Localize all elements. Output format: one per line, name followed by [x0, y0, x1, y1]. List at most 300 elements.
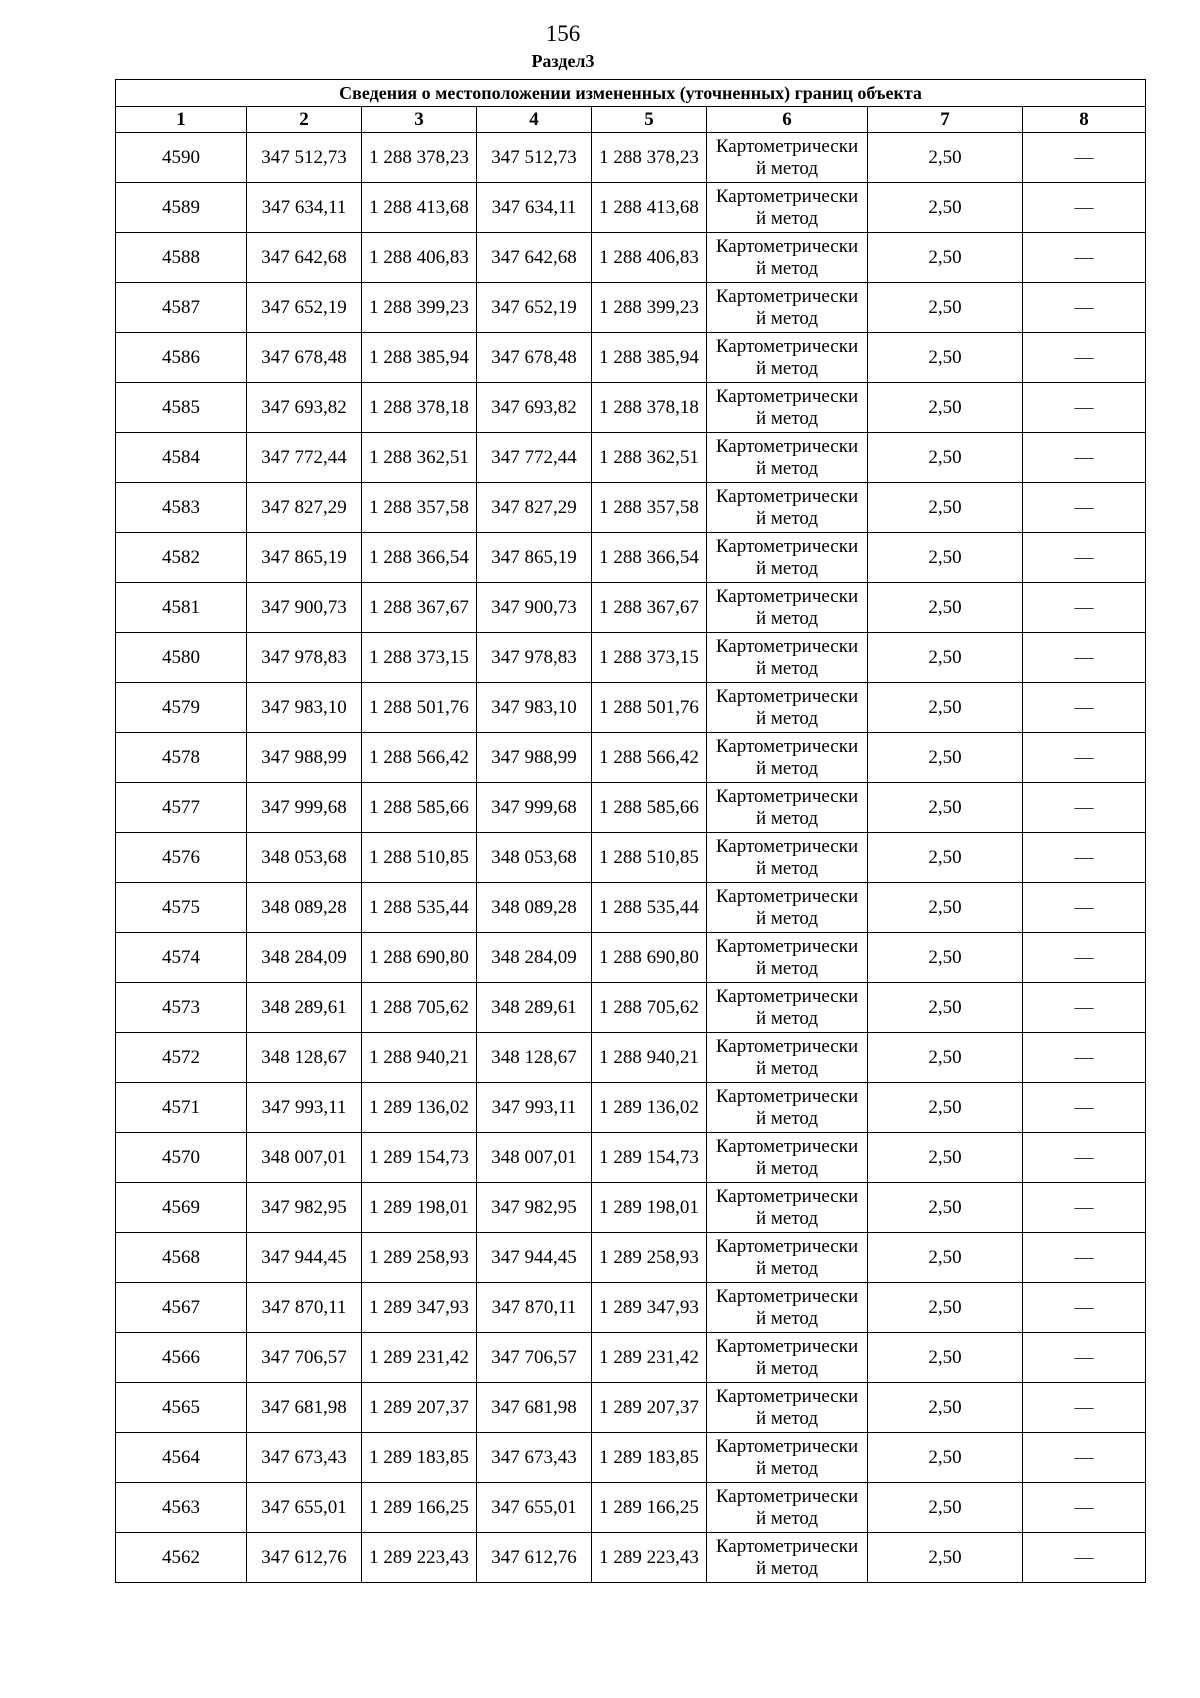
method-line-2: й метод	[755, 1257, 819, 1279]
cell-c7: 2,50	[868, 533, 1023, 583]
method-cell	[707, 1333, 868, 1383]
cell-c8: —	[1023, 1283, 1146, 1333]
cell-c5: 1 288 690,80	[592, 933, 707, 983]
cell-c8: —	[1023, 1533, 1146, 1583]
cell-c1: 4583	[116, 483, 247, 533]
method-line-1: Картометрически	[715, 385, 859, 407]
cell-c5: 1 288 378,23	[592, 133, 707, 183]
table-row	[116, 1483, 1146, 1533]
method-line-1: Картометрически	[715, 1535, 859, 1557]
table-row	[116, 783, 1146, 833]
method-line-1: Картометрически	[715, 1385, 859, 1407]
cell-c5: 1 288 705,62	[592, 983, 707, 1033]
cell-c3: 1 288 406,83	[362, 233, 477, 283]
cell-c7: 2,50	[868, 1383, 1023, 1433]
method-cell	[707, 1033, 868, 1083]
method-line-1: Картометрически	[715, 285, 859, 307]
method-cell	[707, 1433, 868, 1483]
cell-c8: —	[1023, 333, 1146, 383]
cell-c1: 4570	[116, 1133, 247, 1183]
table-row	[116, 483, 1146, 533]
table-row	[116, 1233, 1146, 1283]
cell-c7: 2,50	[868, 1233, 1023, 1283]
cell-c4: 347 865,19	[477, 533, 592, 583]
table-row	[116, 1183, 1146, 1233]
cell-c1: 4580	[116, 633, 247, 683]
cell-c4: 347 999,68	[477, 783, 592, 833]
cell-c2: 348 128,67	[247, 1033, 362, 1083]
cell-c5: 1 288 385,94	[592, 333, 707, 383]
cell-c4: 347 673,43	[477, 1433, 592, 1483]
cell-c2: 347 900,73	[247, 583, 362, 633]
cell-c7: 2,50	[868, 683, 1023, 733]
table-row	[116, 1033, 1146, 1083]
method-cell	[707, 1383, 868, 1433]
cell-c1: 4564	[116, 1433, 247, 1483]
cell-c3: 1 288 510,85	[362, 833, 477, 883]
method-cell	[707, 483, 868, 533]
method-line-2: й метод	[755, 207, 819, 229]
cell-c1: 4588	[116, 233, 247, 283]
table-row	[116, 183, 1146, 233]
cell-c4: 348 128,67	[477, 1033, 592, 1083]
method-cell	[707, 333, 868, 383]
method-line-2: й метод	[755, 457, 819, 479]
cell-c2: 347 642,68	[247, 233, 362, 283]
method-line-1: Картометрически	[715, 1485, 859, 1507]
cell-c4: 347 900,73	[477, 583, 592, 633]
cell-c7: 2,50	[868, 883, 1023, 933]
cell-c7: 2,50	[868, 833, 1023, 883]
method-line-2: й метод	[755, 507, 819, 529]
method-line-1: Картометрически	[715, 835, 859, 857]
cell-c2: 347 673,43	[247, 1433, 362, 1483]
cell-c8: —	[1023, 1333, 1146, 1383]
method-line-1: Картометрически	[715, 785, 859, 807]
cell-c4: 347 634,11	[477, 183, 592, 233]
method-line-2: й метод	[755, 957, 819, 979]
cell-c3: 1 288 585,66	[362, 783, 477, 833]
method-cell	[707, 233, 868, 283]
cell-c8: —	[1023, 733, 1146, 783]
cell-c2: 347 693,82	[247, 383, 362, 433]
method-cell	[707, 833, 868, 883]
cell-c2: 347 652,19	[247, 283, 362, 333]
cell-c3: 1 289 223,43	[362, 1533, 477, 1583]
cell-c3: 1 289 231,42	[362, 1333, 477, 1383]
cell-c3: 1 288 535,44	[362, 883, 477, 933]
cell-c4: 347 678,48	[477, 333, 592, 383]
cell-c8: —	[1023, 1433, 1146, 1483]
method-cell	[707, 383, 868, 433]
cell-c1: 4562	[116, 1533, 247, 1583]
cell-c3: 1 288 705,62	[362, 983, 477, 1033]
cell-c5: 1 288 535,44	[592, 883, 707, 933]
table-row	[116, 133, 1146, 183]
boundary-coordinates-table	[115, 79, 1146, 1583]
cell-c8: —	[1023, 383, 1146, 433]
cell-c1: 4568	[116, 1233, 247, 1283]
cell-c4: 347 772,44	[477, 433, 592, 483]
method-line-1: Картометрически	[715, 1435, 859, 1457]
cell-c5: 1 289 207,37	[592, 1383, 707, 1433]
cell-c2: 348 289,61	[247, 983, 362, 1033]
cell-c3: 1 289 258,93	[362, 1233, 477, 1283]
method-line-1: Картометрически	[715, 885, 859, 907]
cell-c3: 1 288 501,76	[362, 683, 477, 733]
cell-c5: 1 288 357,58	[592, 483, 707, 533]
cell-c5: 1 289 347,93	[592, 1283, 707, 1333]
cell-c2: 347 982,95	[247, 1183, 362, 1233]
cell-c5: 1 288 399,23	[592, 283, 707, 333]
column-number: 7	[868, 107, 1023, 133]
column-number-row	[116, 107, 1146, 133]
cell-c4: 347 983,10	[477, 683, 592, 733]
cell-c2: 348 089,28	[247, 883, 362, 933]
cell-c5: 1 288 366,54	[592, 533, 707, 583]
cell-c5: 1 288 362,51	[592, 433, 707, 483]
cell-c3: 1 288 362,51	[362, 433, 477, 483]
cell-c7: 2,50	[868, 583, 1023, 633]
method-line-2: й метод	[755, 807, 819, 829]
method-line-1: Картометрически	[715, 485, 859, 507]
cell-c1: 4573	[116, 983, 247, 1033]
table-caption-row	[116, 80, 1146, 107]
cell-c7: 2,50	[868, 133, 1023, 183]
cell-c1: 4586	[116, 333, 247, 383]
cell-c2: 347 655,01	[247, 1483, 362, 1533]
method-line-1: Картометрически	[715, 935, 859, 957]
cell-c7: 2,50	[868, 183, 1023, 233]
method-line-2: й метод	[755, 157, 819, 179]
cell-c4: 347 870,11	[477, 1283, 592, 1333]
cell-c1: 4569	[116, 1183, 247, 1233]
cell-c1: 4589	[116, 183, 247, 233]
table-row	[116, 683, 1146, 733]
cell-c5: 1 288 378,18	[592, 383, 707, 433]
cell-c7: 2,50	[868, 433, 1023, 483]
cell-c1: 4565	[116, 1383, 247, 1433]
method-cell	[707, 683, 868, 733]
cell-c1: 4587	[116, 283, 247, 333]
cell-c5: 1 288 413,68	[592, 183, 707, 233]
method-line-2: й метод	[755, 1207, 819, 1229]
table-row	[116, 1283, 1146, 1333]
cell-c7: 2,50	[868, 1483, 1023, 1533]
method-line-2: й метод	[755, 407, 819, 429]
cell-c5: 1 288 406,83	[592, 233, 707, 283]
table-row	[116, 1433, 1146, 1483]
cell-c4: 347 993,11	[477, 1083, 592, 1133]
cell-c7: 2,50	[868, 333, 1023, 383]
method-line-2: й метод	[755, 1157, 819, 1179]
cell-c3: 1 289 198,01	[362, 1183, 477, 1233]
cell-c4: 347 988,99	[477, 733, 592, 783]
cell-c1: 4585	[116, 383, 247, 433]
cell-c2: 348 007,01	[247, 1133, 362, 1183]
cell-c8: —	[1023, 933, 1146, 983]
cell-c4: 347 642,68	[477, 233, 592, 283]
cell-c4: 347 655,01	[477, 1483, 592, 1533]
cell-c5: 1 288 510,85	[592, 833, 707, 883]
cell-c7: 2,50	[868, 1333, 1023, 1383]
cell-c7: 2,50	[868, 1033, 1023, 1083]
table-row	[116, 933, 1146, 983]
column-number: 8	[1023, 107, 1146, 133]
method-line-1: Картометрически	[715, 1135, 859, 1157]
cell-c3: 1 288 378,18	[362, 383, 477, 433]
cell-c5: 1 289 258,93	[592, 1233, 707, 1283]
cell-c2: 348 284,09	[247, 933, 362, 983]
table-row	[116, 1533, 1146, 1583]
table-row	[116, 633, 1146, 683]
cell-c8: —	[1023, 1083, 1146, 1133]
cell-c8: —	[1023, 833, 1146, 883]
method-cell	[707, 1283, 868, 1333]
method-cell	[707, 1233, 868, 1283]
method-line-1: Картометрически	[715, 985, 859, 1007]
column-number: 2	[247, 107, 362, 133]
cell-c8: —	[1023, 1383, 1146, 1433]
cell-c2: 347 772,44	[247, 433, 362, 483]
method-line-1: Картометрически	[715, 685, 859, 707]
method-line-1: Картометрически	[715, 1185, 859, 1207]
method-cell	[707, 1183, 868, 1233]
method-line-1: Картометрически	[715, 535, 859, 557]
cell-c1: 4579	[116, 683, 247, 733]
table-caption: Сведения о местоположении измененных (уточненных) границ объекта	[116, 80, 1146, 107]
method-cell	[707, 633, 868, 683]
cell-c8: —	[1023, 433, 1146, 483]
method-line-2: й метод	[755, 257, 819, 279]
cell-c4: 347 944,45	[477, 1233, 592, 1283]
cell-c5: 1 288 373,15	[592, 633, 707, 683]
method-line-2: й метод	[755, 1057, 819, 1079]
cell-c3: 1 289 207,37	[362, 1383, 477, 1433]
cell-c8: —	[1023, 483, 1146, 533]
column-number: 3	[362, 107, 477, 133]
cell-c3: 1 289 166,25	[362, 1483, 477, 1533]
table-row	[116, 1333, 1146, 1383]
cell-c3: 1 288 357,58	[362, 483, 477, 533]
cell-c3: 1 288 940,21	[362, 1033, 477, 1083]
method-line-2: й метод	[755, 1457, 819, 1479]
table-body	[116, 133, 1146, 1583]
cell-c7: 2,50	[868, 283, 1023, 333]
table-row	[116, 333, 1146, 383]
table-row	[116, 883, 1146, 933]
cell-c7: 2,50	[868, 933, 1023, 983]
cell-c4: 347 706,57	[477, 1333, 592, 1383]
cell-c3: 1 288 399,23	[362, 283, 477, 333]
cell-c8: —	[1023, 583, 1146, 633]
method-cell	[707, 583, 868, 633]
cell-c5: 1 289 231,42	[592, 1333, 707, 1383]
method-line-2: й метод	[755, 757, 819, 779]
cell-c4: 347 612,76	[477, 1533, 592, 1583]
cell-c8: —	[1023, 983, 1146, 1033]
method-cell	[707, 983, 868, 1033]
method-line-1: Картометрически	[715, 1085, 859, 1107]
method-line-1: Картометрически	[715, 1235, 859, 1257]
cell-c7: 2,50	[868, 383, 1023, 433]
method-cell	[707, 533, 868, 583]
method-line-2: й метод	[755, 1107, 819, 1129]
method-line-2: й метод	[755, 907, 819, 929]
table-row	[116, 233, 1146, 283]
cell-c3: 1 289 154,73	[362, 1133, 477, 1183]
cell-c7: 2,50	[868, 1283, 1023, 1333]
column-number: 5	[592, 107, 707, 133]
table-row	[116, 283, 1146, 333]
method-line-2: й метод	[755, 1557, 819, 1579]
cell-c8: —	[1023, 183, 1146, 233]
method-cell	[707, 133, 868, 183]
cell-c2: 347 612,76	[247, 1533, 362, 1583]
method-line-1: Картометрически	[715, 135, 859, 157]
cell-c7: 2,50	[868, 483, 1023, 533]
method-line-1: Картометрически	[715, 1035, 859, 1057]
cell-c2: 348 053,68	[247, 833, 362, 883]
method-cell	[707, 183, 868, 233]
cell-c3: 1 288 366,54	[362, 533, 477, 583]
cell-c2: 347 944,45	[247, 1233, 362, 1283]
method-cell	[707, 283, 868, 333]
cell-c5: 1 289 223,43	[592, 1533, 707, 1583]
cell-c8: —	[1023, 1133, 1146, 1183]
method-line-1: Картометрически	[715, 335, 859, 357]
cell-c2: 347 634,11	[247, 183, 362, 233]
cell-c8: —	[1023, 883, 1146, 933]
table-row	[116, 383, 1146, 433]
table-row	[116, 1083, 1146, 1133]
cell-c2: 347 706,57	[247, 1333, 362, 1383]
cell-c7: 2,50	[868, 1183, 1023, 1233]
page-number: 156	[545, 21, 581, 46]
method-line-2: й метод	[755, 1407, 819, 1429]
cell-c2: 347 827,29	[247, 483, 362, 533]
cell-c1: 4574	[116, 933, 247, 983]
cell-c1: 4572	[116, 1033, 247, 1083]
cell-c2: 347 865,19	[247, 533, 362, 583]
cell-c3: 1 289 183,85	[362, 1433, 477, 1483]
cell-c4: 347 512,73	[477, 133, 592, 183]
cell-c3: 1 288 690,80	[362, 933, 477, 983]
cell-c5: 1 289 136,02	[592, 1083, 707, 1133]
method-cell	[707, 1133, 868, 1183]
cell-c2: 347 983,10	[247, 683, 362, 733]
method-line-2: й метод	[755, 1007, 819, 1029]
cell-c3: 1 289 347,93	[362, 1283, 477, 1333]
cell-c7: 2,50	[868, 233, 1023, 283]
method-line-1: Картометрически	[715, 435, 859, 457]
method-line-1: Картометрически	[715, 735, 859, 757]
cell-c1: 4571	[116, 1083, 247, 1133]
method-line-1: Картометрически	[715, 185, 859, 207]
cell-c5: 1 289 183,85	[592, 1433, 707, 1483]
cell-c8: —	[1023, 133, 1146, 183]
cell-c1: 4566	[116, 1333, 247, 1383]
cell-c7: 2,50	[868, 1433, 1023, 1483]
cell-c5: 1 288 501,76	[592, 683, 707, 733]
cell-c1: 4582	[116, 533, 247, 583]
cell-c5: 1 289 198,01	[592, 1183, 707, 1233]
cell-c7: 2,50	[868, 1083, 1023, 1133]
method-line-2: й метод	[755, 707, 819, 729]
cell-c5: 1 288 367,67	[592, 583, 707, 633]
cell-c2: 347 678,48	[247, 333, 362, 383]
cell-c3: 1 288 378,23	[362, 133, 477, 183]
table-row	[116, 833, 1146, 883]
cell-c2: 347 681,98	[247, 1383, 362, 1433]
cell-c5: 1 288 585,66	[592, 783, 707, 833]
column-number: 4	[477, 107, 592, 133]
cell-c5: 1 289 166,25	[592, 1483, 707, 1533]
method-cell	[707, 733, 868, 783]
method-line-1: Картометрически	[715, 635, 859, 657]
cell-c8: —	[1023, 233, 1146, 283]
cell-c3: 1 289 136,02	[362, 1083, 477, 1133]
cell-c7: 2,50	[868, 633, 1023, 683]
cell-c7: 2,50	[868, 1533, 1023, 1583]
method-line-1: Картометрически	[715, 585, 859, 607]
method-line-2: й метод	[755, 607, 819, 629]
section-title: Раздел3	[531, 51, 595, 71]
method-line-2: й метод	[755, 1357, 819, 1379]
cell-c3: 1 288 413,68	[362, 183, 477, 233]
column-number: 6	[707, 107, 868, 133]
cell-c4: 348 284,09	[477, 933, 592, 983]
cell-c1: 4584	[116, 433, 247, 483]
table-row	[116, 1383, 1146, 1433]
cell-c7: 2,50	[868, 733, 1023, 783]
method-line-2: й метод	[755, 307, 819, 329]
cell-c7: 2,50	[868, 783, 1023, 833]
cell-c7: 2,50	[868, 983, 1023, 1033]
method-cell	[707, 783, 868, 833]
cell-c1: 4576	[116, 833, 247, 883]
cell-c7: 2,50	[868, 1133, 1023, 1183]
method-cell	[707, 883, 868, 933]
cell-c1: 4581	[116, 583, 247, 633]
cell-c4: 347 982,95	[477, 1183, 592, 1233]
cell-c4: 348 089,28	[477, 883, 592, 933]
cell-c1: 4577	[116, 783, 247, 833]
method-cell	[707, 433, 868, 483]
method-line-2: й метод	[755, 357, 819, 379]
cell-c1: 4563	[116, 1483, 247, 1533]
cell-c4: 348 007,01	[477, 1133, 592, 1183]
cell-c8: —	[1023, 1233, 1146, 1283]
method-line-1: Картометрически	[715, 1335, 859, 1357]
table-row	[116, 983, 1146, 1033]
cell-c8: —	[1023, 533, 1146, 583]
table-row	[116, 533, 1146, 583]
cell-c8: —	[1023, 1033, 1146, 1083]
cell-c8: —	[1023, 633, 1146, 683]
cell-c4: 347 681,98	[477, 1383, 592, 1433]
cell-c4: 347 693,82	[477, 383, 592, 433]
cell-c2: 347 993,11	[247, 1083, 362, 1133]
cell-c1: 4567	[116, 1283, 247, 1333]
method-line-1: Картометрически	[715, 1285, 859, 1307]
cell-c5: 1 288 566,42	[592, 733, 707, 783]
cell-c8: —	[1023, 783, 1146, 833]
column-number: 1	[116, 107, 247, 133]
table-row	[116, 1133, 1146, 1183]
cell-c1: 4575	[116, 883, 247, 933]
cell-c2: 347 999,68	[247, 783, 362, 833]
